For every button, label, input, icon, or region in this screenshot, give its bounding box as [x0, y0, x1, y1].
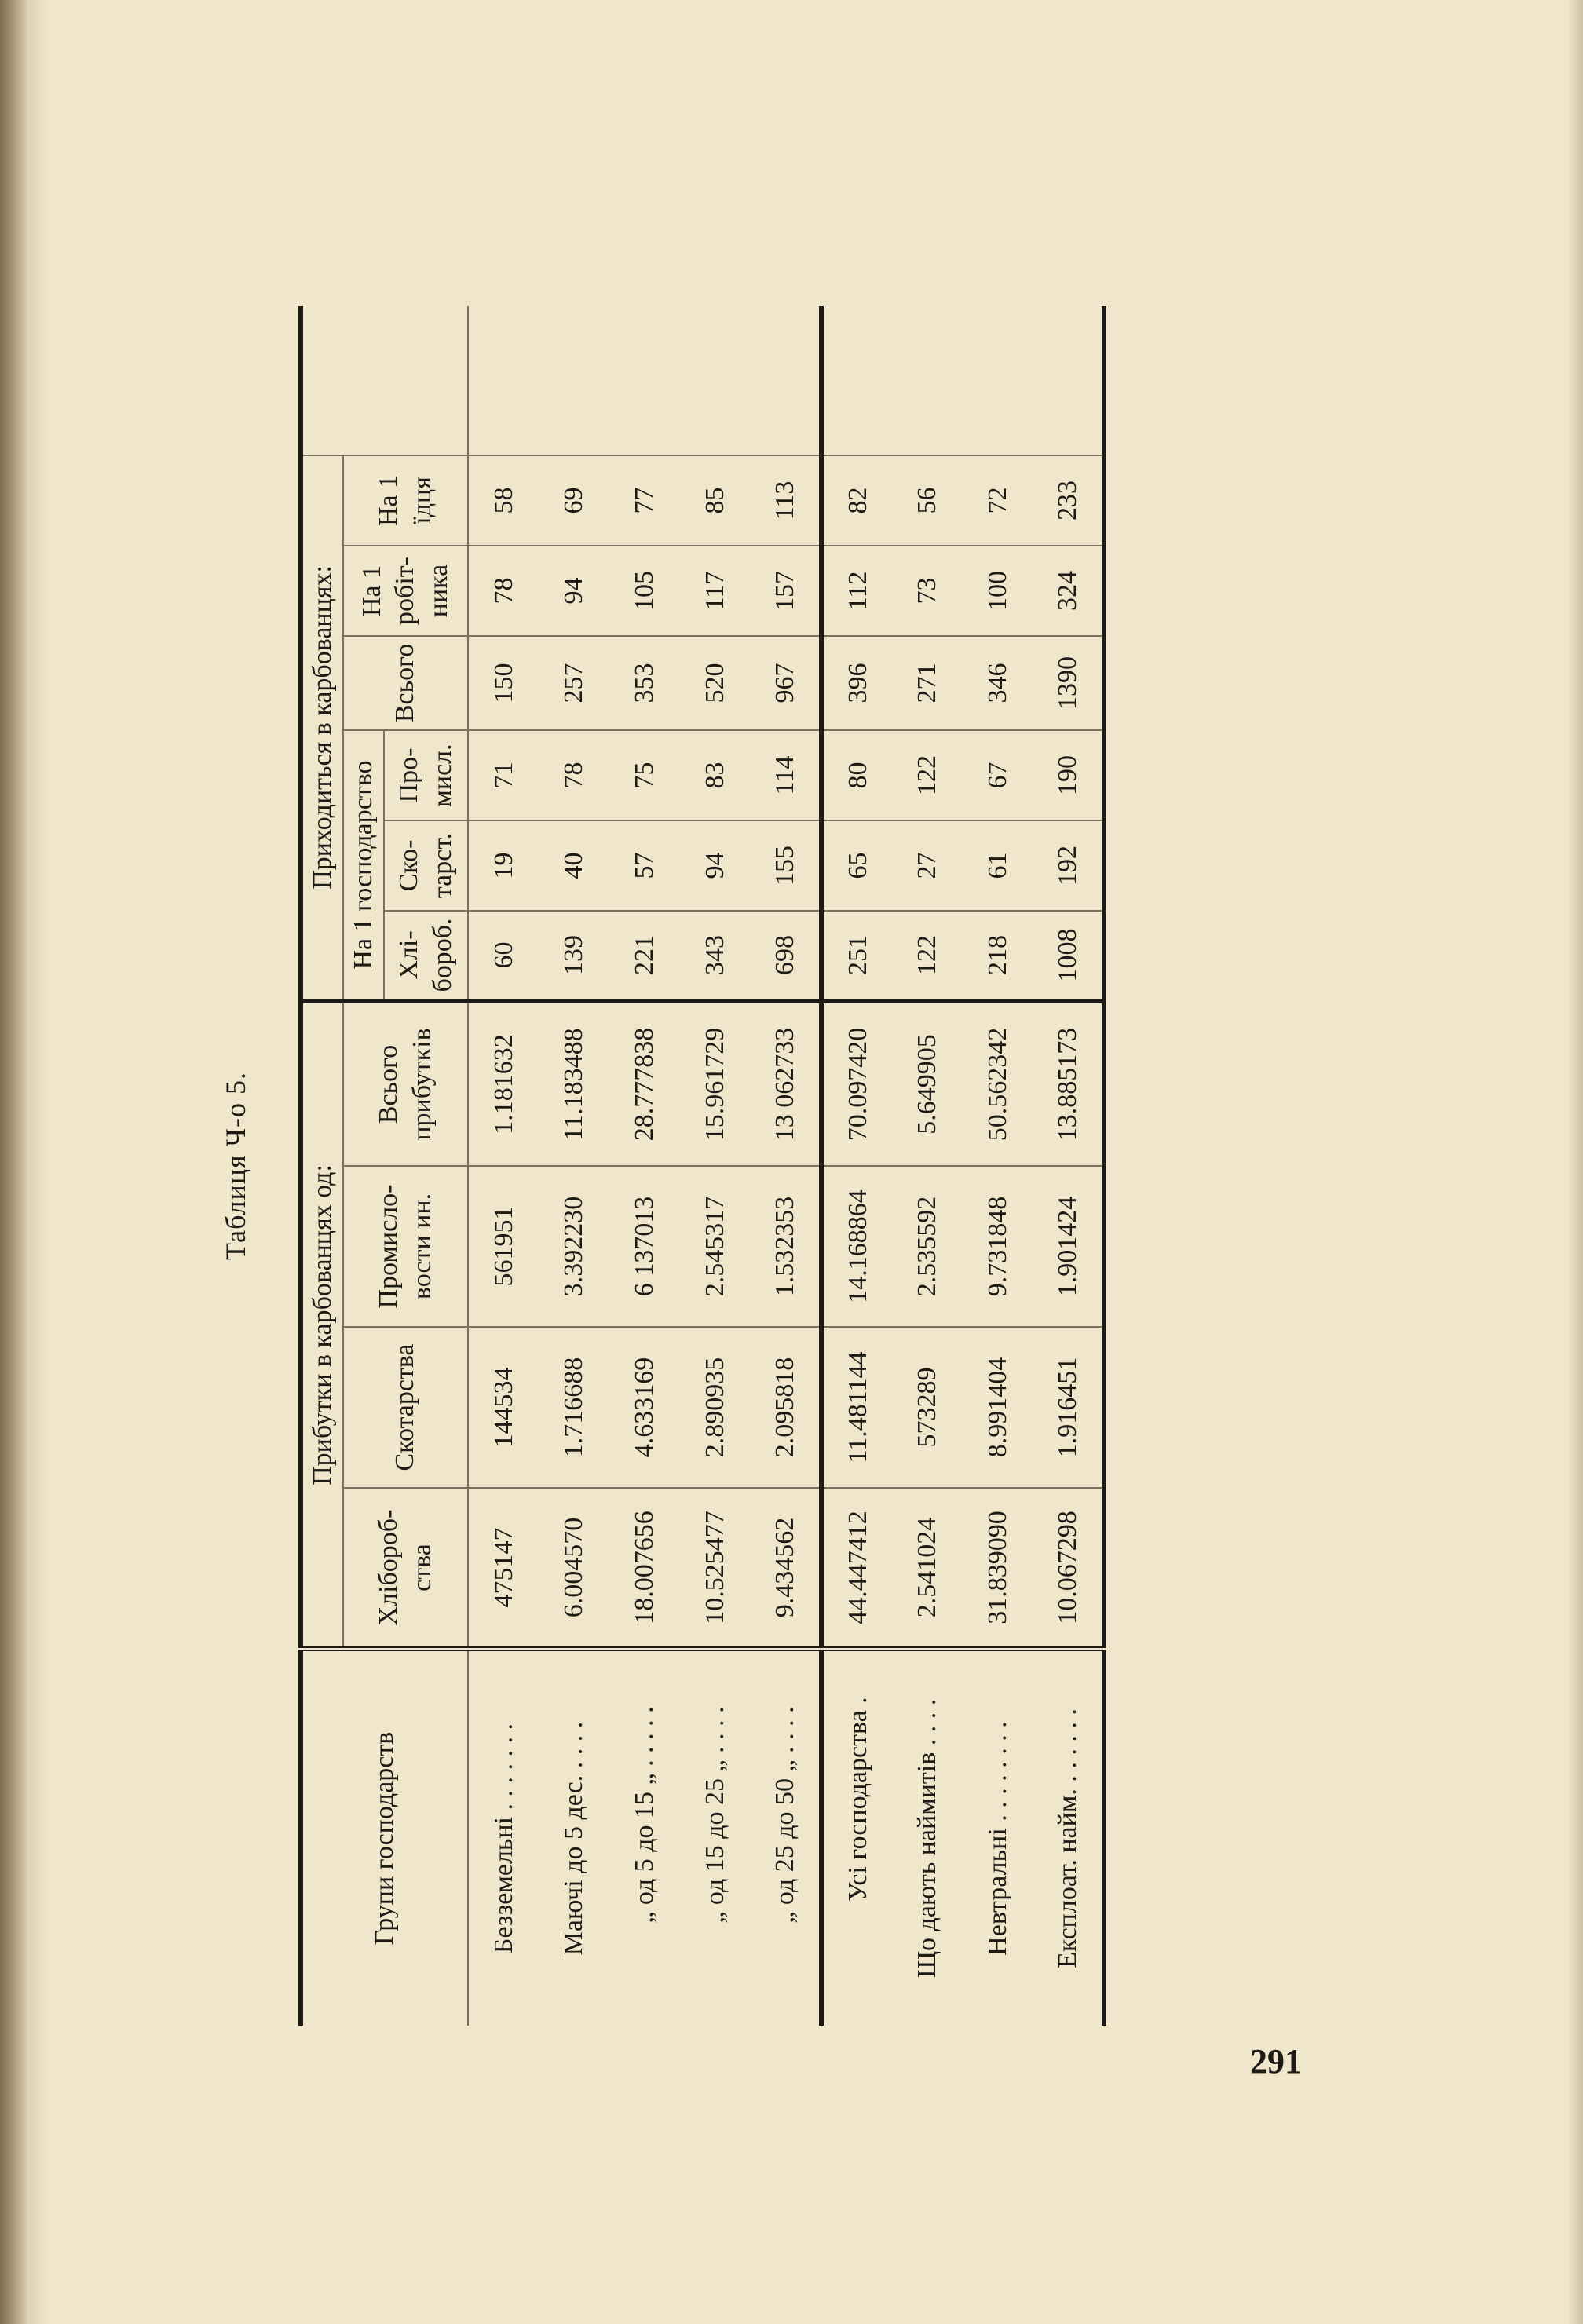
book-spine — [0, 0, 30, 2324]
spine-shadow — [30, 0, 47, 2324]
rotated-table-area — [208, 306, 1229, 2026]
cell-hh-grain: 698 — [751, 911, 821, 1001]
cell-total: 13 062733 — [751, 1001, 821, 1166]
table-row — [1033, 306, 1104, 2026]
cell-livestock: 573289 — [892, 1327, 963, 1488]
cell-empty — [892, 306, 963, 455]
table-row — [751, 306, 821, 2026]
cell-grain: 18.007656 — [609, 1488, 680, 1649]
cell-hh-grain: 218 — [963, 911, 1033, 1001]
cell-livestock: 11.481144 — [821, 1327, 892, 1488]
income-table — [298, 306, 1106, 2026]
cell-hh-total: 150 — [468, 636, 539, 730]
cell-hh-grain: 60 — [468, 911, 539, 1001]
cell-livestock: 1.716688 — [539, 1327, 609, 1488]
cell-hh-industry: 75 — [609, 730, 680, 820]
header-hh-grain: Хлі-бороб. — [384, 911, 468, 1001]
cell-hh-industry: 122 — [892, 730, 963, 820]
cell-total: 70.097420 — [821, 1001, 892, 1166]
header-grain: Хліборoб-ства — [343, 1488, 468, 1649]
page-number: 291 — [1250, 2042, 1302, 2081]
table-caption: Таблиця Ч-о 5. — [220, 1072, 251, 1260]
cell-per-eater: 69 — [539, 455, 609, 546]
cell-per-eater: 58 — [468, 455, 539, 546]
cell-hh-industry: 80 — [821, 730, 892, 820]
cell-hh-total: 1390 — [1033, 636, 1104, 730]
cell-grain: 6.004570 — [539, 1488, 609, 1649]
cell-hh-livestock: 61 — [963, 820, 1033, 911]
cell-per-worker: 157 — [751, 546, 821, 636]
cell-industry: 14.168864 — [821, 1166, 892, 1327]
cell-livestock: 2.890935 — [680, 1327, 751, 1488]
page-edge — [1567, 0, 1583, 2324]
table-row — [468, 306, 539, 2026]
cell-industry: 561951 — [468, 1166, 539, 1327]
cell-per-worker: 117 — [680, 546, 751, 636]
cell-livestock: 144534 — [468, 1327, 539, 1488]
cell-grain: 9.434562 — [751, 1488, 821, 1649]
cell-industry: 9.731848 — [963, 1166, 1033, 1327]
cell-hh-livestock: 155 — [751, 820, 821, 911]
cell-hh-industry: 67 — [963, 730, 1033, 820]
cell-per-eater: 113 — [751, 455, 821, 546]
cell-hh-total: 257 — [539, 636, 609, 730]
cell-per-worker: 78 — [468, 546, 539, 636]
cell-grain: 2.541024 — [892, 1488, 963, 1649]
cell-hh-livestock: 94 — [680, 820, 751, 911]
cell-livestock: 1.916451 — [1033, 1327, 1104, 1488]
cell-hh-grain: 251 — [821, 911, 892, 1001]
cell-hh-livestock: 57 — [609, 820, 680, 911]
cell-industry: 2.545317 — [680, 1166, 751, 1327]
cell-total: 50.562342 — [963, 1001, 1033, 1166]
cell-hh-total: 346 — [963, 636, 1033, 730]
group-label: Маючі до 5 дес. . . . . — [539, 1649, 609, 2026]
cell-livestock: 8.991404 — [963, 1327, 1033, 1488]
cell-hh-grain: 122 — [892, 911, 963, 1001]
cell-grain: 31.839090 — [963, 1488, 1033, 1649]
cell-total: 15.961729 — [680, 1001, 751, 1166]
cell-hh-total: 520 — [680, 636, 751, 730]
cell-empty — [1033, 306, 1104, 455]
cell-total: 5.649905 — [892, 1001, 963, 1166]
cell-per-worker: 112 — [821, 546, 892, 636]
cell-per-eater: 56 — [892, 455, 963, 546]
cell-livestock: 2.095818 — [751, 1327, 821, 1488]
cell-hh-livestock: 27 — [892, 820, 963, 911]
header-income-from: Прибутки в карбованцях од: — [301, 1001, 343, 1649]
cell-grain: 475147 — [468, 1488, 539, 1649]
cell-grain: 10.525477 — [680, 1488, 751, 1649]
cell-hh-industry: 190 — [1033, 730, 1104, 820]
cell-per-eater: 233 — [1033, 455, 1104, 546]
cell-livestock: 4.633169 — [609, 1327, 680, 1488]
table-row — [963, 306, 1033, 2026]
cell-hh-industry: 83 — [680, 730, 751, 820]
header-per-household: На 1 господарство — [343, 730, 384, 1001]
header-industry: Промисло-вости ин. — [343, 1166, 468, 1327]
cell-per-eater: 85 — [680, 455, 751, 546]
header-per-unit: Приходиться в карбованцях: — [301, 455, 343, 1001]
group-label: „ од 5 до 15 „ . . . . . — [609, 1649, 680, 2026]
cell-empty — [751, 306, 821, 455]
cell-hh-grain: 221 — [609, 911, 680, 1001]
cell-hh-total: 271 — [892, 636, 963, 730]
cell-hh-grain: 139 — [539, 911, 609, 1001]
header-spacer — [301, 306, 468, 455]
cell-hh-industry: 71 — [468, 730, 539, 820]
cell-hh-total: 396 — [821, 636, 892, 730]
cell-grain: 10.067298 — [1033, 1488, 1104, 1649]
cell-empty — [680, 306, 751, 455]
header-hh-livestock: Ско-тарст. — [384, 820, 468, 911]
cell-hh-livestock: 192 — [1033, 820, 1104, 911]
cell-hh-grain: 1008 — [1033, 911, 1104, 1001]
cell-per-worker: 73 — [892, 546, 963, 636]
cell-hh-total: 353 — [609, 636, 680, 730]
cell-hh-livestock: 40 — [539, 820, 609, 911]
table-row — [680, 306, 751, 2026]
header-per-worker: На 1 робіт-ника — [343, 546, 468, 636]
cell-grain: 44.447412 — [821, 1488, 892, 1649]
cell-total: 13.885173 — [1033, 1001, 1104, 1166]
group-label: „ од 15 до 25 „ . . . . — [680, 1649, 751, 2026]
group-label: Експлоат. найм. . . . . . . — [1033, 1649, 1104, 2026]
cell-per-worker: 105 — [609, 546, 680, 636]
cell-hh-livestock: 19 — [468, 820, 539, 911]
header-livestock: Скотарства — [343, 1327, 468, 1488]
cell-empty — [821, 306, 892, 455]
group-label: Усі господарства . — [821, 1649, 892, 2026]
header-hh-total: Всього — [343, 636, 468, 730]
cell-industry: 3.392230 — [539, 1166, 609, 1327]
group-label: Невтральні . . . . . . . . — [963, 1649, 1033, 2026]
cell-per-eater: 72 — [963, 455, 1033, 546]
cell-industry: 2.535592 — [892, 1166, 963, 1327]
cell-empty — [609, 306, 680, 455]
cell-industry: 1.901424 — [1033, 1166, 1104, 1327]
cell-empty — [539, 306, 609, 455]
cell-empty — [468, 306, 539, 455]
header-per-eater: На 1 їдця — [343, 455, 468, 546]
cell-industry: 1.532353 — [751, 1166, 821, 1327]
cell-total: 1.181632 — [468, 1001, 539, 1166]
cell-total: 28.777838 — [609, 1001, 680, 1166]
cell-industry: 6 137013 — [609, 1166, 680, 1327]
header-hh-industry: Про-мисл. — [384, 730, 468, 820]
header-groups: Групи господарств — [301, 1649, 468, 2026]
group-label: „ од 25 до 50 „ . . . . — [751, 1649, 821, 2026]
table-row — [892, 306, 963, 2026]
cell-total: 11.183488 — [539, 1001, 609, 1166]
cell-per-eater: 82 — [821, 455, 892, 546]
group-label: Безземельні . . . . . . . — [468, 1649, 539, 2026]
group-label: Що дають наймитів . . . . — [892, 1649, 963, 2026]
cell-hh-total: 967 — [751, 636, 821, 730]
cell-hh-industry: 114 — [751, 730, 821, 820]
header-total-income: Всього прибутків — [343, 1001, 468, 1166]
cell-hh-industry: 78 — [539, 730, 609, 820]
table-row — [609, 306, 680, 2026]
cell-per-worker: 100 — [963, 546, 1033, 636]
cell-empty — [963, 306, 1033, 455]
cell-hh-grain: 343 — [680, 911, 751, 1001]
cell-hh-livestock: 65 — [821, 820, 892, 911]
total-row — [821, 306, 892, 2026]
table-row — [539, 306, 609, 2026]
cell-per-worker: 94 — [539, 546, 609, 636]
cell-per-eater: 77 — [609, 455, 680, 546]
cell-per-worker: 324 — [1033, 546, 1104, 636]
